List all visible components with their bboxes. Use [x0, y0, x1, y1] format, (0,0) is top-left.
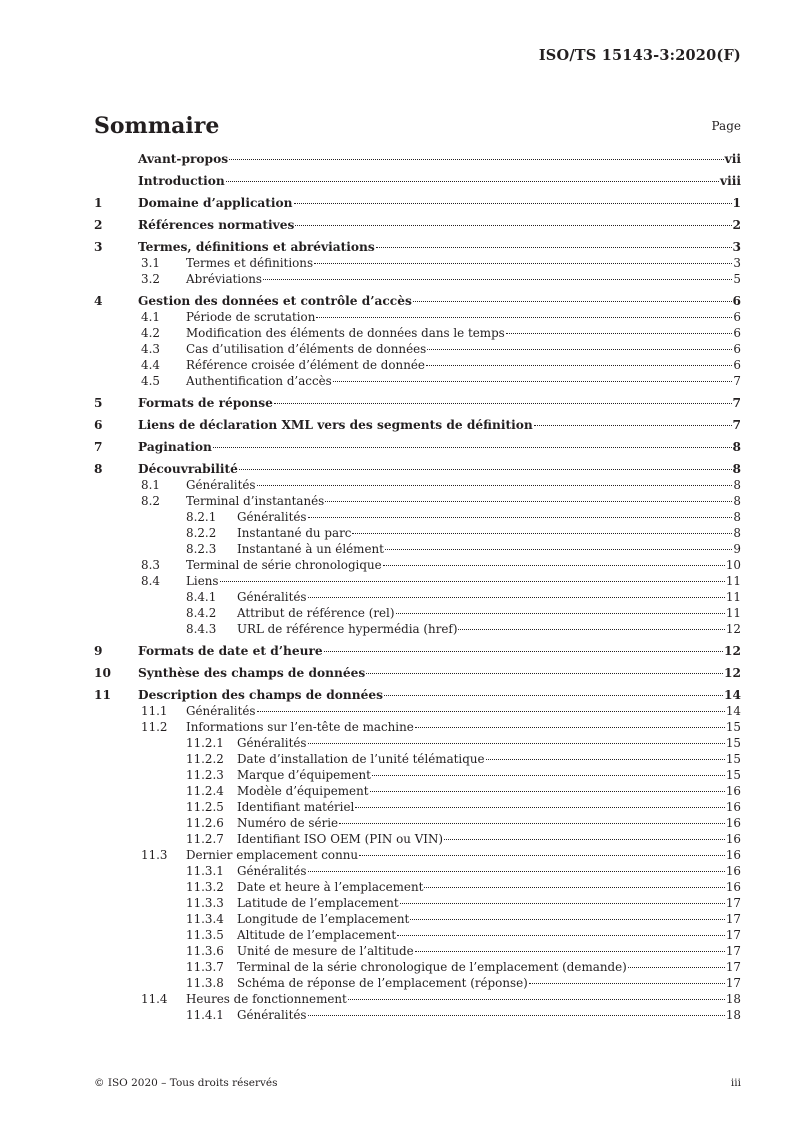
toc-entry[interactable]: [94, 751, 741, 767]
toc-dot-leader: [213, 447, 732, 448]
toc-dot-leader: [366, 673, 723, 674]
toc-entry-title: Attribut de référence (rel): [237, 606, 395, 620]
toc-entry-number: 4.5: [141, 374, 160, 388]
toc-entry-page: 16: [725, 832, 741, 846]
toc-entry-page: 12: [725, 622, 741, 636]
toc-entry-title: Authentification d’accès: [186, 374, 332, 388]
toc-entry-page: 16: [725, 880, 741, 894]
toc-dot-leader: [226, 181, 719, 182]
toc-dot-leader: [257, 711, 725, 712]
toc-entry[interactable]: [94, 927, 741, 943]
toc-dot-leader: [239, 469, 732, 470]
toc-entry-page: viii: [720, 174, 741, 188]
toc-entry-number: 8.1: [141, 478, 160, 492]
toc-entry-page: 10: [725, 558, 741, 572]
toc-entry-title: Informations sur l’en-tête de machine: [186, 720, 414, 734]
toc-entry[interactable]: [94, 325, 741, 341]
toc-entry-number: 11.4.1: [186, 1008, 224, 1022]
toc-entry[interactable]: [94, 895, 741, 911]
toc-entry-title: Longitude de l’emplacement: [237, 912, 410, 926]
toc-dot-leader: [295, 225, 731, 226]
toc-entry-title: Terminal de la série chronologique de l’emplacement (demande): [237, 960, 627, 974]
toc-dot-leader: [383, 565, 725, 566]
toc-dot-leader: [308, 517, 733, 518]
toc-entry-page: 6: [733, 326, 741, 340]
toc-entry-title: Cas d’utilisation d’éléments de données: [186, 342, 427, 356]
toc-entry-title: URL de référence hypermédia (href): [237, 622, 458, 636]
footer-copyright: © ISO 2020 – Tous droits réservés: [94, 1077, 278, 1089]
toc-entry-title: Abréviations: [186, 272, 263, 286]
toc-entry-page: 6: [733, 310, 741, 324]
toc-entry-title: Schéma de réponse de l’emplacement (réponse): [237, 976, 528, 990]
toc-entry[interactable]: [94, 509, 741, 525]
toc-entry-title: Altitude de l’emplacement: [237, 928, 397, 942]
toc-dot-leader: [410, 919, 725, 920]
toc-entry-page: 16: [725, 848, 741, 862]
toc-entry-number: 3.2: [141, 272, 160, 286]
toc-entry-title: Références normatives: [138, 218, 295, 232]
toc-entry-page: 6: [733, 358, 741, 372]
toc-entry[interactable]: [94, 477, 741, 493]
toc-entry-title: Description des champs de données: [138, 688, 384, 702]
toc-dot-leader: [348, 999, 725, 1000]
toc-entry[interactable]: [94, 643, 741, 659]
toc-entry-number: 11.2.3: [186, 768, 224, 782]
toc-entry-number: 11.2.7: [186, 832, 224, 846]
toc-entry[interactable]: [94, 293, 741, 309]
toc-entry-page: 17: [725, 976, 741, 990]
toc-entry-page: 16: [725, 816, 741, 830]
toc-dot-leader: [384, 695, 723, 696]
toc-dot-leader: [376, 247, 732, 248]
toc-entry-page: 8: [733, 526, 741, 540]
toc-entry-title: Généralités: [237, 1008, 307, 1022]
toc-entry-page: 3: [732, 240, 741, 254]
toc-entry-number: 8.4: [141, 574, 160, 588]
toc-entry-title: Avant-propos: [138, 152, 229, 166]
toc-entry[interactable]: [94, 911, 741, 927]
toc-entry-number: 11.2.4: [186, 784, 224, 798]
toc-entry-title: Généralités: [237, 510, 307, 524]
toc-entry[interactable]: [94, 879, 741, 895]
toc-entry[interactable]: [94, 847, 741, 863]
toc-entry-page: 8: [732, 440, 741, 454]
toc-entry-title: Référence croisée d’élément de donnée: [186, 358, 425, 372]
toc-entry-page: 7: [732, 396, 741, 410]
toc-dot-leader: [506, 333, 733, 334]
toc-entry-title: Termes, définitions et abréviations: [138, 240, 375, 254]
toc-entry[interactable]: [94, 173, 741, 189]
toc-dot-leader: [314, 263, 732, 264]
toc-entry-number: 11.2: [141, 720, 168, 734]
page-title: Sommaire: [94, 113, 220, 139]
toc-entry[interactable]: [94, 959, 741, 975]
toc-entry-number: 8.4.1: [186, 590, 217, 604]
toc-entry-number: 5: [94, 396, 103, 410]
toc-entry[interactable]: [94, 735, 741, 751]
toc-entry-number: 11.1: [141, 704, 168, 718]
toc-entry-page: 17: [725, 944, 741, 958]
toc-entry[interactable]: [94, 195, 741, 211]
toc-dot-leader: [534, 425, 732, 426]
toc-dot-leader: [333, 381, 733, 382]
toc-entry-page: 17: [725, 928, 741, 942]
toc-entry-page: 15: [725, 720, 741, 734]
toc-entry-number: 8.2.2: [186, 526, 217, 540]
toc-entry[interactable]: [94, 541, 741, 557]
toc-entry-title: Liens de déclaration XML vers des segments de définition: [138, 418, 533, 432]
toc-entry-title: Date et heure à l’emplacement: [237, 880, 424, 894]
toc-entry[interactable]: [94, 621, 741, 637]
toc-entry[interactable]: [94, 357, 741, 373]
toc-entry[interactable]: [94, 863, 741, 879]
toc-entry[interactable]: [94, 589, 741, 605]
toc-entry-page: 12: [724, 666, 741, 680]
toc-entry-page: 6: [733, 342, 741, 356]
toc-dot-leader: [424, 887, 724, 888]
toc-entry-title: Latitude de l’emplacement: [237, 896, 399, 910]
toc-entry-page: 15: [725, 736, 741, 750]
toc-entry-number: 10: [94, 666, 111, 680]
toc-entry-number: 3: [94, 240, 103, 254]
toc-entry[interactable]: [94, 975, 741, 991]
toc-entry[interactable]: [94, 831, 741, 847]
toc-entry-title: Instantané du parc: [237, 526, 352, 540]
toc-dot-leader: [397, 935, 725, 936]
toc-dot-leader: [316, 317, 732, 318]
toc-entry-title: Gestion des données et contrôle d’accès: [138, 294, 412, 308]
toc-entry-number: 8.2.3: [186, 542, 217, 556]
toc-entry-number: 11.2.2: [186, 752, 224, 766]
toc-entry[interactable]: [94, 605, 741, 621]
toc-entry-number: 8.2: [141, 494, 160, 508]
toc-dot-leader: [339, 823, 725, 824]
toc-entry[interactable]: [94, 991, 741, 1007]
toc-entry-number: 6: [94, 418, 103, 432]
toc-entry-number: 11.3.5: [186, 928, 224, 942]
toc-entry-title: Date d’installation de l’unité télématique: [237, 752, 485, 766]
footer-page-number: iii: [730, 1077, 741, 1089]
toc-entry-number: 4.4: [141, 358, 160, 372]
toc-entry-page: 5: [733, 272, 741, 286]
toc-entry-page: 18: [725, 1008, 741, 1022]
toc-entry-page: 2: [732, 218, 741, 232]
toc-dot-leader: [220, 581, 725, 582]
toc-entry-page: 1: [732, 196, 741, 210]
toc-entry-page: 11: [725, 574, 741, 588]
toc-entry-title: Liens: [186, 574, 219, 588]
toc-entry-number: 3.1: [141, 256, 160, 270]
toc-entry-page: 16: [725, 784, 741, 798]
toc-entry-page: 14: [725, 704, 741, 718]
toc-entry-page: 16: [725, 864, 741, 878]
toc-entry-title: Modification des éléments de données dans le temps: [186, 326, 505, 340]
toc-entry-page: 18: [725, 992, 741, 1006]
toc-entry-title: Généralités: [186, 478, 256, 492]
toc-dot-leader: [274, 403, 732, 404]
document-code: ISO/TS 15143-3:2020(F): [538, 47, 741, 64]
table-of-contents: [94, 151, 741, 1023]
toc-entry-page: 3: [733, 256, 741, 270]
toc-entry-title: Modèle d’équipement: [237, 784, 369, 798]
toc-entry-title: Formats de réponse: [138, 396, 273, 410]
toc-entry[interactable]: [94, 815, 741, 831]
toc-entry-number: 4.2: [141, 326, 160, 340]
toc-entry-number: 11.2.5: [186, 800, 224, 814]
toc-entry[interactable]: [94, 373, 741, 389]
toc-entry-page: 11: [725, 590, 741, 604]
toc-dot-leader: [486, 759, 725, 760]
toc-entry-title: Terminal d’instantanés: [186, 494, 325, 508]
toc-entry-page: 7: [732, 418, 741, 432]
toc-entry-page: 8: [733, 510, 741, 524]
toc-entry-number: 11.3.7: [186, 960, 224, 974]
toc-dot-leader: [355, 807, 725, 808]
toc-entry-number: 7: [94, 440, 103, 454]
toc-entry-number: 4.3: [141, 342, 160, 356]
toc-entry[interactable]: [94, 417, 741, 433]
toc-dot-leader: [385, 549, 733, 550]
toc-entry-title: Synthèse des champs de données: [138, 666, 366, 680]
toc-dot-leader: [413, 301, 732, 302]
toc-entry-page: 17: [725, 912, 741, 926]
toc-entry-number: 4: [94, 294, 103, 308]
toc-entry[interactable]: [94, 767, 741, 783]
toc-entry-title: Introduction: [138, 174, 225, 188]
toc-entry-title: Identifiant ISO OEM (PIN ou VIN): [237, 832, 444, 846]
toc-dot-leader: [294, 203, 732, 204]
toc-entry[interactable]: [94, 239, 741, 255]
toc-entry-page: 8: [733, 494, 741, 508]
toc-entry-page: 15: [725, 768, 741, 782]
toc-entry-page: 15: [725, 752, 741, 766]
toc-entry[interactable]: [94, 703, 741, 719]
toc-dot-leader: [628, 967, 725, 968]
toc-entry-page: 9: [733, 542, 741, 556]
toc-entry-page: vii: [724, 152, 741, 166]
toc-entry-title: Généralités: [186, 704, 256, 718]
toc-entry-title: Pagination: [138, 440, 212, 454]
toc-entry-title: Marque d’équipement: [237, 768, 371, 782]
toc-dot-leader: [308, 743, 725, 744]
toc-entry-number: 11.3.4: [186, 912, 224, 926]
toc-entry[interactable]: [94, 395, 741, 411]
toc-entry-number: 11.4: [141, 992, 168, 1006]
toc-dot-leader: [359, 855, 725, 856]
toc-entry-page: 6: [732, 294, 741, 308]
toc-entry[interactable]: [94, 1007, 741, 1023]
toc-dot-leader: [229, 159, 724, 160]
toc-entry[interactable]: [94, 687, 741, 703]
toc-entry-page: 17: [725, 960, 741, 974]
toc-entry[interactable]: [94, 573, 741, 589]
toc-entry-number: 4.1: [141, 310, 160, 324]
toc-entry-title: Découvrabilité: [138, 462, 238, 476]
toc-entry[interactable]: [94, 271, 741, 287]
toc-dot-leader: [370, 791, 725, 792]
toc-entry[interactable]: [94, 461, 741, 477]
toc-entry[interactable]: [94, 557, 741, 573]
toc-entry-title: Unité de mesure de l’altitude: [237, 944, 414, 958]
toc-entry[interactable]: [94, 341, 741, 357]
toc-entry-title: Période de scrutation: [186, 310, 316, 324]
toc-dot-leader: [325, 501, 732, 502]
toc-dot-leader: [529, 983, 725, 984]
toc-entry-number: 8.3: [141, 558, 160, 572]
toc-entry-number: 2: [94, 218, 103, 232]
toc-entry-page: 8: [733, 478, 741, 492]
toc-entry-title: Généralités: [237, 864, 307, 878]
toc-entry-number: 11: [94, 688, 111, 702]
toc-entry-title: Instantané à un élément: [237, 542, 384, 556]
toc-entry-page: 12: [724, 644, 741, 658]
toc-entry-title: Identifiant matériel: [237, 800, 355, 814]
toc-entry-page: 11: [725, 606, 741, 620]
toc-dot-leader: [396, 613, 725, 614]
toc-entry[interactable]: [94, 799, 741, 815]
toc-dot-leader: [324, 651, 723, 652]
toc-dot-leader: [263, 279, 732, 280]
toc-entry-number: 11.3.8: [186, 976, 224, 990]
toc-dot-leader: [352, 533, 732, 534]
toc-entry-number: 8.4.2: [186, 606, 217, 620]
toc-entry-page: 14: [724, 688, 741, 702]
toc-entry-number: 11.3: [141, 848, 168, 862]
page-column-label: Page: [711, 119, 741, 133]
toc-dot-leader: [400, 903, 725, 904]
toc-dot-leader: [458, 629, 724, 630]
toc-entry[interactable]: [94, 719, 741, 735]
toc-dot-leader: [444, 839, 725, 840]
toc-entry-title: Terminal de série chronologique: [186, 558, 382, 572]
toc-entry[interactable]: [94, 151, 741, 167]
toc-entry-number: 8.2.1: [186, 510, 217, 524]
toc-entry-number: 8: [94, 462, 103, 476]
toc-dot-leader: [427, 349, 732, 350]
toc-entry[interactable]: [94, 255, 741, 271]
toc-entry-page: 7: [733, 374, 741, 388]
toc-dot-leader: [257, 485, 733, 486]
toc-entry-title: Domaine d’application: [138, 196, 293, 210]
toc-dot-leader: [426, 365, 732, 366]
toc-entry-title: Numéro de série: [237, 816, 339, 830]
toc-entry-number: 11.3.3: [186, 896, 224, 910]
toc-entry-title: Termes et définitions: [186, 256, 314, 270]
toc-entry-title: Généralités: [237, 590, 307, 604]
toc-entry-page: 17: [725, 896, 741, 910]
toc-entry-number: 1: [94, 196, 103, 210]
toc-entry[interactable]: [94, 943, 741, 959]
toc-dot-leader: [415, 951, 725, 952]
toc-entry-title: Formats de date et d’heure: [138, 644, 323, 658]
toc-entry-title: Dernier emplacement connu: [186, 848, 359, 862]
toc-dot-leader: [308, 597, 725, 598]
toc-entry-number: 11.3.1: [186, 864, 224, 878]
toc-entry-page: 16: [725, 800, 741, 814]
toc-entry[interactable]: [94, 493, 741, 509]
toc-entry-number: 9: [94, 644, 103, 658]
toc-dot-leader: [372, 775, 725, 776]
toc-entry[interactable]: [94, 525, 741, 541]
toc-entry[interactable]: [94, 439, 741, 455]
toc-entry[interactable]: [94, 217, 741, 233]
toc-dot-leader: [415, 727, 725, 728]
toc-entry-number: 11.3.6: [186, 944, 224, 958]
toc-entry[interactable]: [94, 309, 741, 325]
toc-entry[interactable]: [94, 665, 741, 681]
toc-entry-page: 8: [732, 462, 741, 476]
toc-dot-leader: [308, 871, 725, 872]
toc-entry-number: 11.2.1: [186, 736, 224, 750]
toc-entry-title: Heures de fonctionnement: [186, 992, 347, 1006]
toc-entry[interactable]: [94, 783, 741, 799]
toc-entry-number: 8.4.3: [186, 622, 217, 636]
toc-entry-number: 11.3.2: [186, 880, 224, 894]
toc-entry-title: Généralités: [237, 736, 307, 750]
toc-dot-leader: [308, 1015, 725, 1016]
toc-entry-number: 11.2.6: [186, 816, 224, 830]
